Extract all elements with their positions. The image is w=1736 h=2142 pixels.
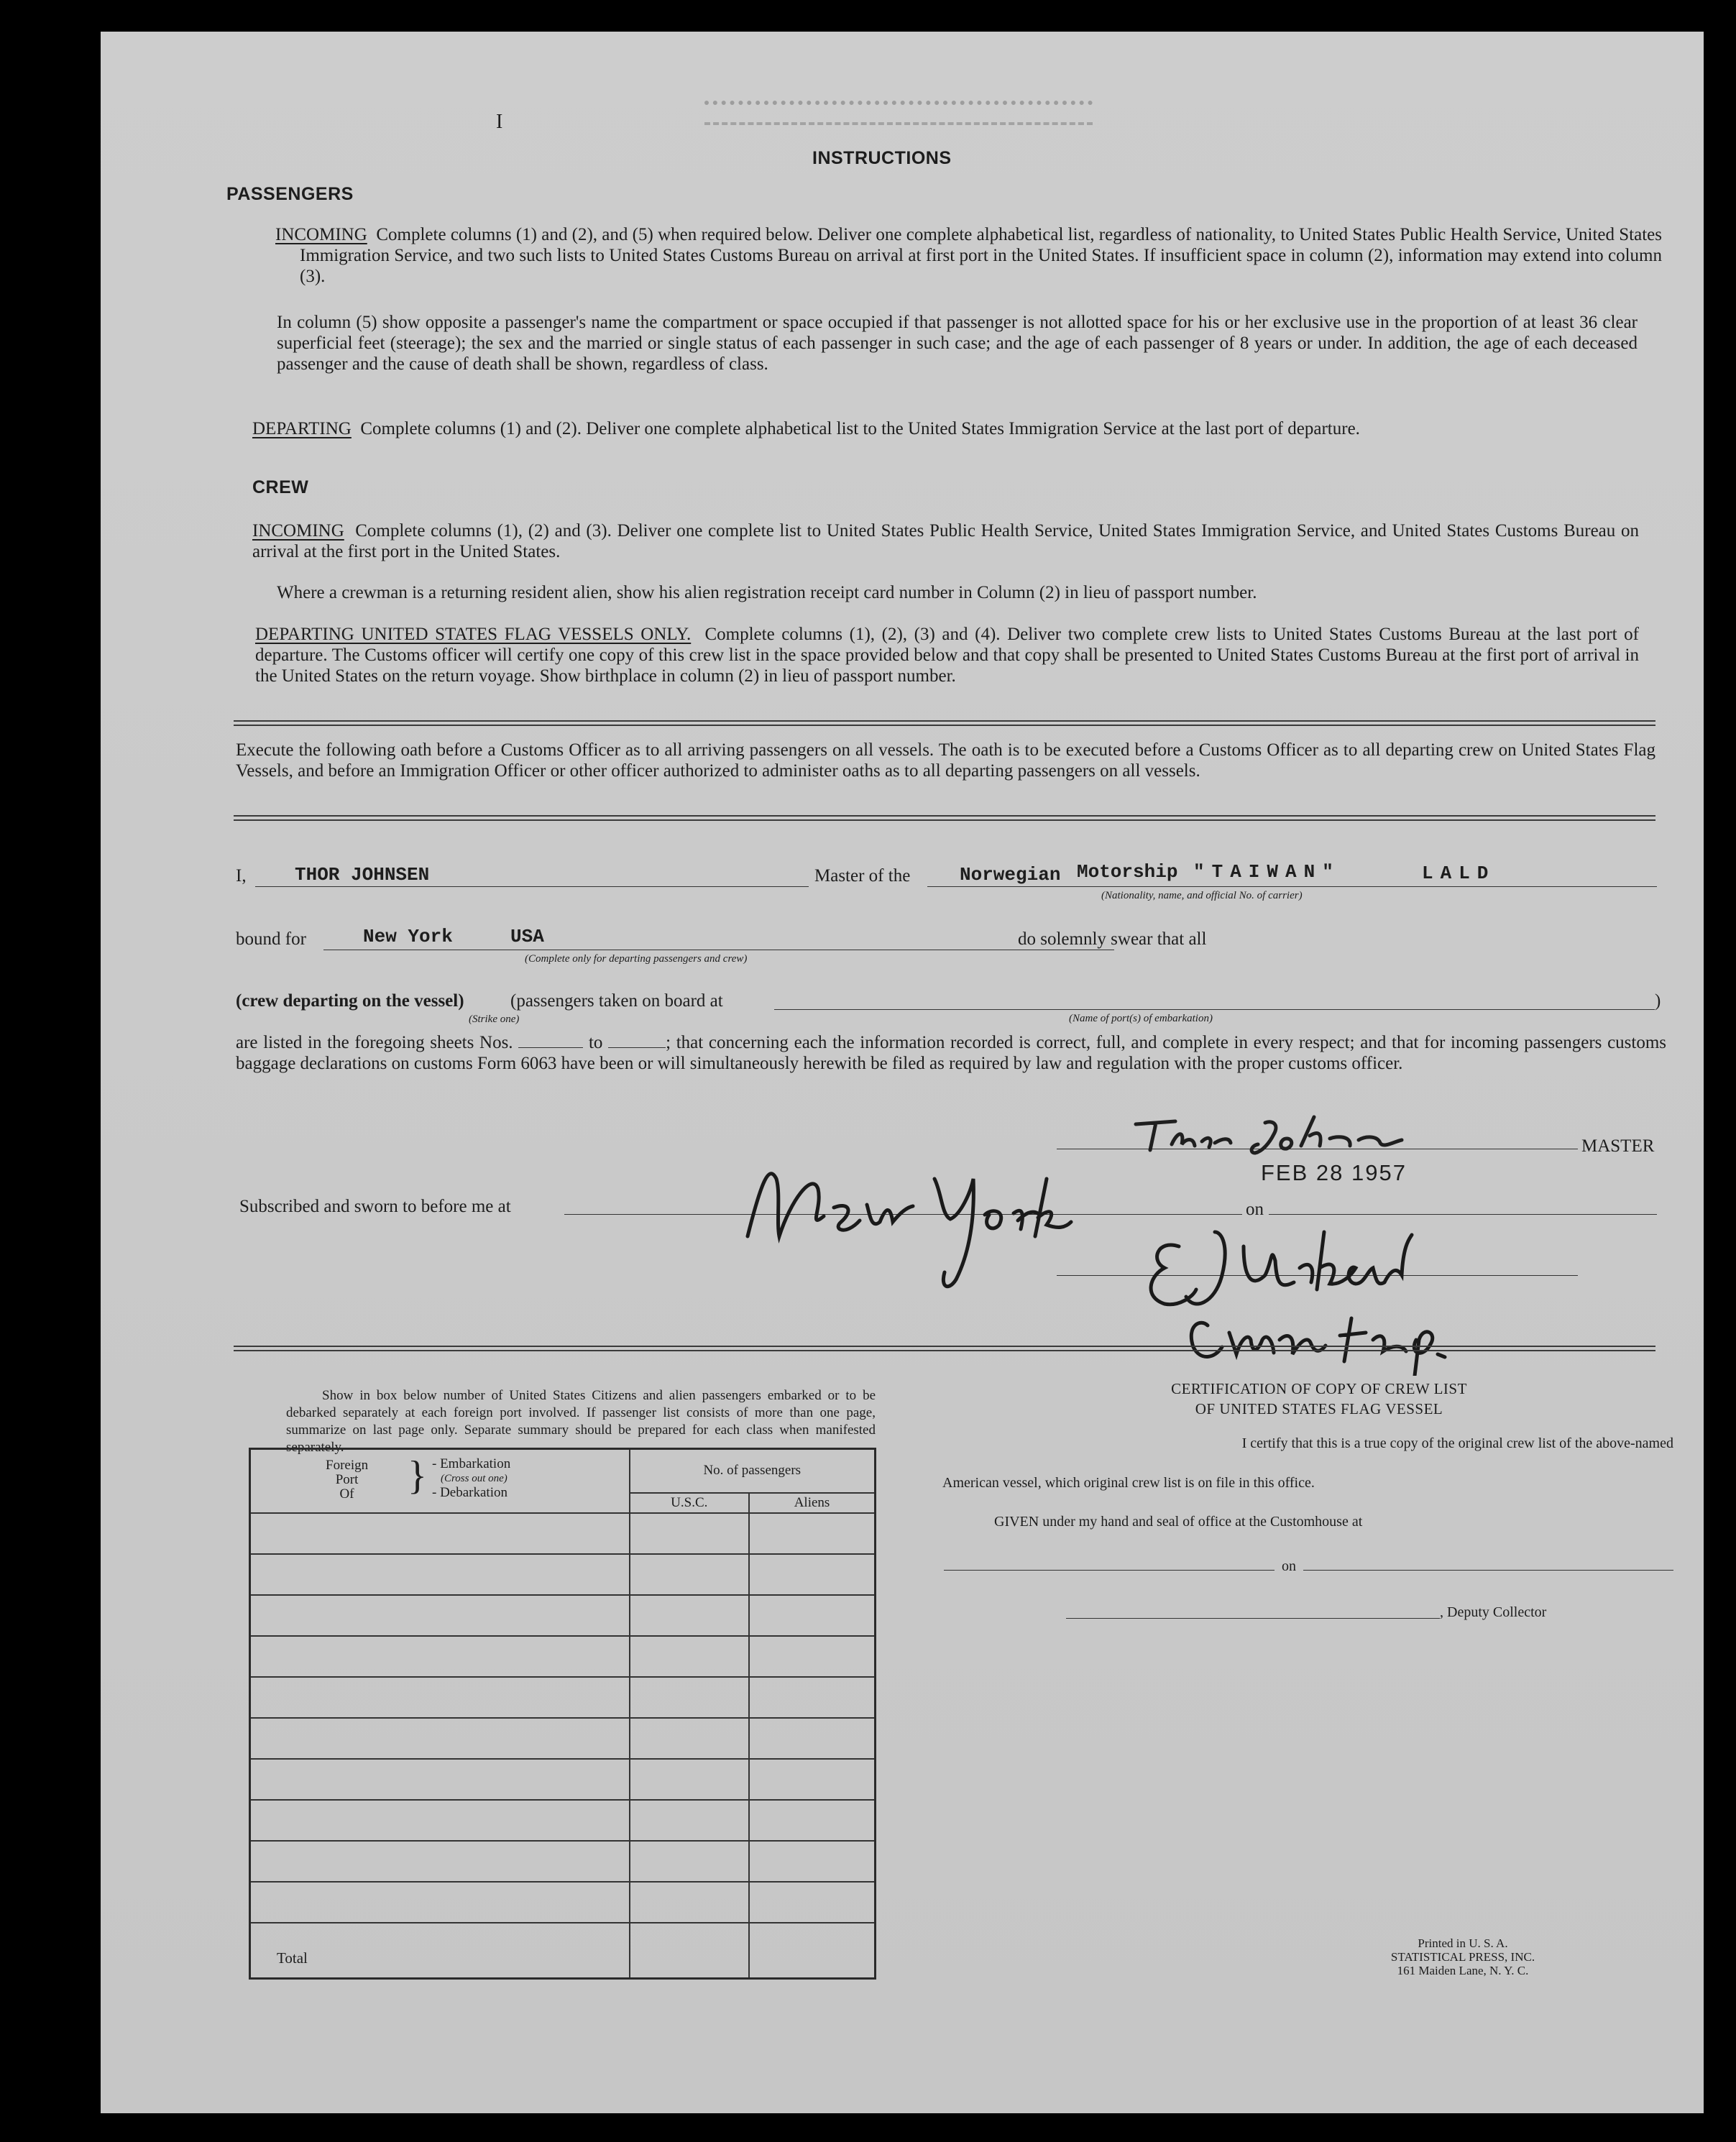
table-cell-aliens[interactable]	[749, 1882, 875, 1923]
brace-icon: }	[408, 1453, 427, 1498]
closing-paren: )	[1655, 991, 1661, 1011]
summary-note: Show in box below number of United States Citizens and alien passengers embarked or to be debarked separately at each foreign port involved. If passenger list consists of more than one page, summarize on last page only. Separate summary should be prepared for each class when manifested separately.	[286, 1388, 876, 1455]
usc-header: U.S.C.	[630, 1493, 750, 1513]
table-cell-aliens[interactable]	[749, 1595, 875, 1636]
table-cell-port[interactable]	[250, 1677, 630, 1718]
cert-date-line	[1303, 1570, 1673, 1571]
sheets-rest-text: ; that concerning each the information recorded is correct, full, and complete in every respect; and that for incoming passengers customs baggage declarations on customs Form 6063 have been or will simultaneously herewith be filed as required by law and regulation with the proper customs officer.	[236, 1033, 1667, 1073]
no-of-passengers-header: No. of passengers	[630, 1449, 876, 1493]
passengers-incoming-paragraph	[275, 224, 1662, 287]
given-text: GIVEN under my hand and seal of office at the Customhouse at	[994, 1514, 1363, 1530]
on-label: on	[1246, 1200, 1264, 1219]
official-number: LALD	[1422, 863, 1496, 884]
sheets-label: are listed in the foregoing sheets Nos.	[236, 1033, 513, 1052]
printer-line3: 161 Maiden Lane, N. Y. C.	[1397, 1964, 1529, 1977]
destination-country: USA	[510, 926, 544, 947]
carrier-line	[927, 886, 1657, 887]
printer-line2: STATISTICAL PRESS, INC.	[1390, 1950, 1535, 1964]
table-cell-usc[interactable]	[630, 1677, 750, 1718]
master-signature	[1121, 1110, 1567, 1160]
master-label: MASTER	[1581, 1136, 1655, 1156]
destination-city: New York	[363, 926, 453, 947]
double-rule-top-2	[234, 725, 1655, 726]
table-cell-aliens[interactable]	[749, 1759, 875, 1800]
total-label: Total	[250, 1923, 630, 1979]
table-cell-usc[interactable]	[630, 1636, 750, 1677]
table-cell-aliens[interactable]	[749, 1554, 875, 1595]
certification-title	[1057, 1347, 1581, 1419]
table-cell-port[interactable]	[250, 1595, 630, 1636]
ports-line	[774, 1009, 1655, 1010]
table-cell-usc[interactable]	[630, 1800, 750, 1841]
carrier-caption: (Nationality, name, and official No. of carrier)	[1101, 890, 1303, 901]
date-stamp: FEB 28 1957	[1261, 1160, 1407, 1185]
crew-incoming-label: INCOMING	[252, 521, 344, 541]
passengers-heading: PASSENGERS	[226, 184, 354, 204]
total-aliens-cell[interactable]	[749, 1923, 875, 1979]
table-cell-aliens[interactable]	[749, 1841, 875, 1882]
sheet-to-blank	[608, 1034, 666, 1048]
bound-for-label: bound for	[236, 929, 306, 949]
master-of-label: Master of the	[814, 866, 911, 886]
table-cell-usc[interactable]	[630, 1595, 750, 1636]
table-cell-aliens[interactable]	[749, 1636, 875, 1677]
table-cell-port[interactable]	[250, 1800, 630, 1841]
column5-paragraph: In column (5) show opposite a passenger's name the compartment or space occupied if that passenger is not allotted space for his or her exclusive use in the proportion of at least 36 clear superficial feet (steerage); the sex and the married or single status of each passenger in such case; and the age of each passenger of 8 years or under. In addition, the age of each deceased passenger and the cause of death shall be shown, regardless of class.	[277, 313, 1638, 374]
table-cell-port[interactable]	[250, 1882, 630, 1923]
vessel-type: Motorship	[1077, 861, 1178, 883]
table-cell-usc[interactable]	[630, 1759, 750, 1800]
table-cell-port[interactable]	[250, 1636, 630, 1677]
manifest-page	[101, 32, 1704, 2113]
sheet-from-blank	[518, 1034, 583, 1048]
vessel-name: "TAIWAN"	[1193, 861, 1341, 883]
crew-departing-label: DEPARTING UNITED STATES FLAG VESSELS ONLY.	[255, 625, 692, 644]
table-cell-port[interactable]	[250, 1718, 630, 1759]
passengers-departing-label: DEPARTING	[252, 419, 352, 438]
table-cell-usc[interactable]	[630, 1841, 750, 1882]
instructions-title: INSTRUCTIONS	[812, 148, 952, 168]
page-mark: I	[496, 111, 503, 133]
passengers-taken-option: (passengers taken on board at	[510, 991, 723, 1011]
aliens-header: Aliens	[749, 1493, 875, 1513]
master-name: THOR JOHNSEN	[295, 864, 430, 886]
crew-departing-paragraph	[255, 624, 1639, 686]
certify-line2: American vessel, which original crew list is on file in this office.	[942, 1475, 1315, 1491]
table-cell-usc[interactable]	[630, 1882, 750, 1923]
table-cell-usc[interactable]	[630, 1554, 750, 1595]
cert-on-label: on	[1282, 1558, 1296, 1574]
crew-departing-option: (crew departing on the vessel)	[236, 991, 464, 1011]
printer-line1: Printed in U. S. A.	[1418, 1936, 1508, 1950]
bleed-through-mark	[704, 101, 1093, 121]
oath-instructions: Execute the following oath before a Customs Officer as to all arriving passengers on all vessels. The oath is to be executed before a Customs Officer as to all departing crew on United States Flag Vessels, and before an Immigration Officer or other officer authorized to administer oaths as to all departing passengers on all vessels.	[236, 740, 1655, 781]
table-cell-aliens[interactable]	[749, 1513, 875, 1554]
sworn-place-signature	[733, 1136, 1136, 1301]
foreign-port-header	[250, 1449, 630, 1513]
double-rule-mid-1	[234, 815, 1655, 817]
oath-i-label: I,	[236, 866, 247, 886]
table-cell-aliens[interactable]	[749, 1800, 875, 1841]
carrier-nationality: Norwegian	[960, 864, 1061, 886]
table-cell-port[interactable]	[250, 1554, 630, 1595]
table-cell-usc[interactable]	[630, 1513, 750, 1554]
certify-line1: I certify that this is a true copy of the original crew list of the above-named	[1241, 1435, 1673, 1451]
customhouse-line	[944, 1570, 1275, 1571]
table-cell-port[interactable]	[250, 1513, 630, 1554]
sworn-date-line	[1269, 1214, 1657, 1215]
crew-heading: CREW	[252, 477, 309, 497]
bound-caption: (Complete only for departing passengers and crew)	[525, 953, 748, 965]
subscribed-label: Subscribed and sworn to before me at	[239, 1197, 511, 1216]
ports-caption: (Name of port(s) of embarkation)	[1069, 1013, 1213, 1024]
embarkation-options: - Embarkation (Cross out one) - Debarkation	[432, 1456, 511, 1500]
table-cell-aliens[interactable]	[749, 1718, 875, 1759]
strike-caption: (Strike one)	[469, 1013, 520, 1025]
foreign-port-of-label: Foreign Port Of	[326, 1458, 369, 1502]
sheets-to-label: to	[588, 1033, 603, 1052]
table-cell-aliens[interactable]	[749, 1677, 875, 1718]
crew-departing-text: Complete columns (1), (2), (3) and (4). Deliver two complete crew lists to United States Customs Bureau at the last port of departure. The Customs officer will certify one copy of this crew list in the space provided below and that copy shall be presented to United States Customs Bureau at the first port of arrival in the United States on the return voyage. Show birthplace in column (2) in lieu of passport number.	[255, 625, 1639, 686]
sheets-paragraph	[236, 1032, 1666, 1074]
certification-title-line2: OF UNITED STATES FLAG VESSEL	[1195, 1400, 1443, 1417]
master-name-line	[255, 886, 809, 887]
crew-incoming-text: Complete columns (1), (2) and (3). Deliver one complete list to United States Public Health Service, United States Immigration Service, and United States Customs Bureau on arrival at the first port in the United States.	[252, 521, 1639, 561]
foreign-port-table	[249, 1448, 876, 1980]
double-rule-top-1	[234, 720, 1655, 722]
printer-info	[1344, 1936, 1581, 1977]
double-rule-mid-2	[234, 819, 1655, 821]
passengers-departing-text: Complete columns (1) and (2). Deliver one complete alphabetical list to the United States Immigration Service at the last port of departure.	[360, 419, 1360, 438]
bleed-through-mark-2	[704, 122, 1093, 125]
table-cell-port[interactable]	[250, 1841, 630, 1882]
returning-resident-paragraph: Where a crewman is a returning resident alien, show his alien registration receipt card number in Column (2) in lieu of passport number.	[277, 583, 1257, 602]
solemnly-swear-text: do solemnly swear that all	[1018, 929, 1207, 949]
deputy-collector-line	[1066, 1618, 1440, 1619]
passengers-departing-paragraph	[252, 418, 1638, 439]
passengers-incoming-text: Complete columns (1) and (2), and (5) when required below. Deliver one complete alphabetical list, regardless of nationality, to United States Public Health Service, United States Immigration Service, and two such lists to United States Customs Bureau on arrival at first port in the United States. If insufficient space in column (2), information may extend into column (3).	[300, 225, 1662, 286]
certification-title-line1: CERTIFICATION OF COPY OF CREW LIST	[1171, 1380, 1467, 1397]
crew-incoming-paragraph	[252, 520, 1639, 562]
passengers-incoming-label: INCOMING	[275, 225, 367, 244]
deputy-collector-label: , Deputy Collector	[1440, 1604, 1547, 1620]
table-cell-port[interactable]	[250, 1759, 630, 1800]
total-usc-cell[interactable]	[630, 1923, 750, 1979]
table-cell-usc[interactable]	[630, 1718, 750, 1759]
